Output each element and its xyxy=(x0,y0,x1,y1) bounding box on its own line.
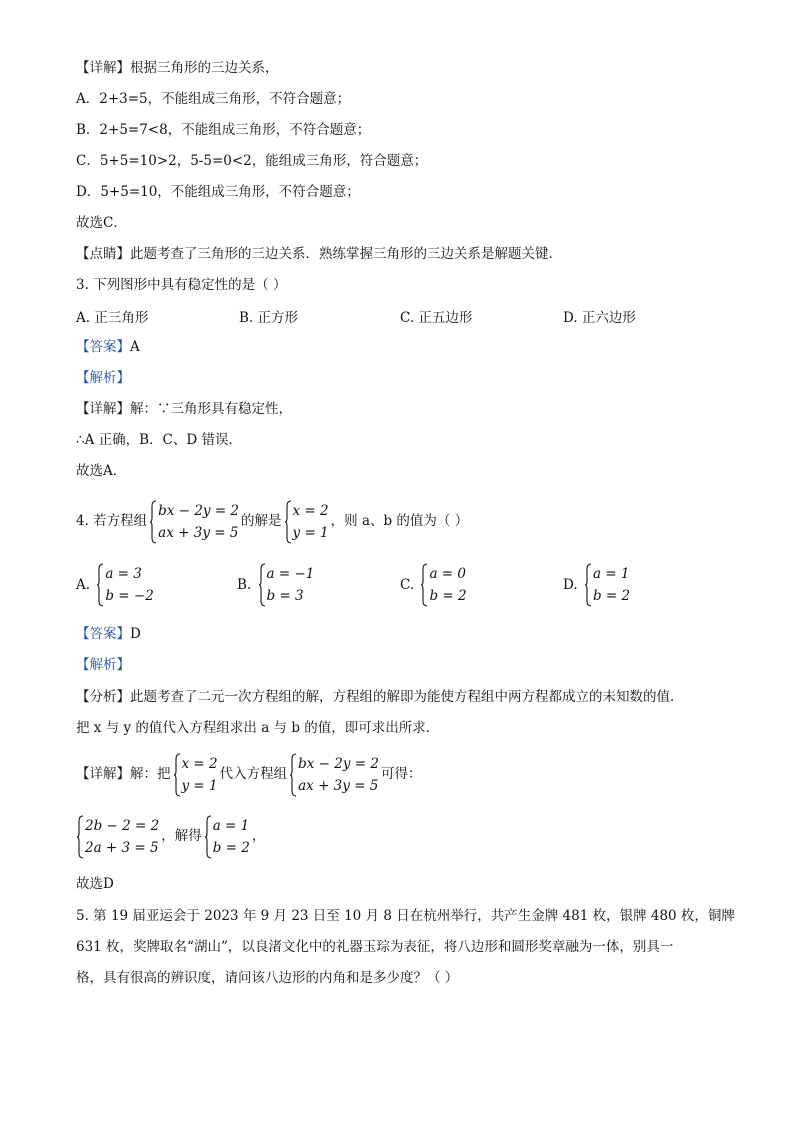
q2-option-d-analysis: D．5+5=10，不能组成三角形，不符合题意； xyxy=(76,184,360,200)
q4-option-c xyxy=(400,563,469,607)
left-brace-icon xyxy=(173,753,181,797)
option-row: b = 2 xyxy=(429,588,467,604)
q3-detail-2: ∴A 正确，B．C、D 错误． xyxy=(76,432,242,448)
option-row: a = 0 xyxy=(429,566,466,582)
option-row: a = −1 xyxy=(266,566,315,582)
option-label: C. xyxy=(400,577,415,593)
q4-stem-solution xyxy=(284,500,329,544)
q4-stem xyxy=(76,496,468,546)
q4-stem-mid: 的解是 xyxy=(241,513,282,529)
q5-line-3: 格，具有很高的辨识度，请问该八边形的内角和是多少度？（ ） xyxy=(76,970,459,986)
option-system xyxy=(96,563,153,607)
answer-label: 【答案】 xyxy=(76,626,130,642)
q3-option-c: C. 正五边形 xyxy=(400,310,473,326)
row: 2a + 3 = 5 xyxy=(85,839,159,856)
q2-option-b-analysis: B．2+5=7<8，不能组成三角形，不符合题意； xyxy=(76,122,371,138)
row: x = 2 xyxy=(181,755,218,772)
left-brace-icon xyxy=(96,563,104,607)
q4-option-a xyxy=(76,563,156,607)
q4-detail-solution xyxy=(173,753,218,797)
option-system xyxy=(584,563,630,607)
q5-line-2: 631 枚，奖牌取名“湖山”，以良渚文化中的礼器玉琮为表征，将八边形和圆形奖章融为一体，别具一 xyxy=(76,939,674,955)
q4-system-row-2: ax + 3y = 5 xyxy=(158,524,239,541)
q3-answer xyxy=(76,337,140,357)
left-brace-icon xyxy=(149,500,157,544)
q4-option-d xyxy=(563,563,632,607)
option-row: b = 2 xyxy=(592,588,631,604)
left-brace-icon xyxy=(258,563,266,607)
answer-value: D xyxy=(130,626,141,642)
option-label: A. xyxy=(76,577,91,593)
left-brace-icon xyxy=(284,500,292,544)
q4-stem-system xyxy=(149,500,239,544)
left-brace-icon xyxy=(204,815,212,859)
q3-choice: 故选A． xyxy=(76,463,127,479)
option-system xyxy=(258,563,315,607)
q2-detail-heading: 【详解】根据三角形的三边关系， xyxy=(76,60,279,76)
q3-analysis-label: 【解析】 xyxy=(76,370,130,386)
q2-choice: 故选C． xyxy=(76,215,127,231)
q4-detail-mid: 代入方程组 xyxy=(219,766,288,782)
option-row: b = −2 xyxy=(105,588,154,604)
q3-option-a: A. 正三角形 xyxy=(76,310,149,326)
row: y = 1 xyxy=(181,777,218,794)
q4-equation-mid: ，解得 xyxy=(161,828,202,844)
row: b = 2 xyxy=(212,839,250,856)
q4-equation-suffix: ， xyxy=(251,828,266,844)
q4-detail-system xyxy=(289,753,379,797)
q3-detail-1: 【详解】解：∵三角形具有稳定性， xyxy=(76,401,292,417)
q4-analysis-2: 把 x 与 y 的值代入方程组求出 a 与 b 的值，即可求出所求． xyxy=(76,720,440,736)
q4-option-b xyxy=(237,563,316,607)
q2-option-c-analysis: C．5+5=10>2，5-5=0<2，能组成三角形，符合题意； xyxy=(76,153,428,169)
left-brace-icon xyxy=(76,815,84,859)
q4-solution-row-1: x = 2 xyxy=(292,502,329,519)
q4-equation-system xyxy=(76,815,159,859)
option-row: b = 3 xyxy=(266,588,304,604)
q2-option-a-analysis: A．2+3=5，不能组成三角形，不符合题意； xyxy=(76,91,351,107)
q4-detail xyxy=(76,749,421,799)
option-label: B. xyxy=(237,577,252,593)
answer-label: 【答案】 xyxy=(76,339,130,355)
row: bx − 2y = 2 xyxy=(298,755,379,772)
q3-stem: 3. 下列图形中具有稳定性的是（ ） xyxy=(76,277,287,293)
q4-equation-solution xyxy=(204,815,250,859)
left-brace-icon xyxy=(584,563,592,607)
q4-choice: 故选D xyxy=(76,876,114,892)
q4-detail-suffix: 可得： xyxy=(380,766,422,782)
q4-system-row-1: bx − 2y = 2 xyxy=(158,502,240,519)
q3-option-b: B. 正方形 xyxy=(239,310,299,326)
q3-option-d: D. 正六边形 xyxy=(563,310,636,326)
option-row: a = 1 xyxy=(592,566,630,582)
left-brace-icon xyxy=(420,563,428,607)
q4-detail-prefix: 【详解】解：把 xyxy=(76,766,171,782)
row: ax + 3y = 5 xyxy=(298,777,379,794)
q4-solution-row-2: y = 1 xyxy=(292,524,329,541)
option-label: D. xyxy=(563,577,578,593)
option-system xyxy=(420,563,466,607)
q5-line-1: 5. 第 19 届亚运会于 2023 年 9 月 23 日至 10 月 8 日在杭州举行，共产生金牌 481 枚，银牌 480 枚，铜牌 xyxy=(76,908,735,924)
row: 2b − 2 = 2 xyxy=(85,817,160,834)
q4-stem-suffix: ，则 a、b 的值为（ ） xyxy=(330,513,469,529)
q4-answer xyxy=(76,624,141,644)
q4-analysis-label: 【解析】 xyxy=(76,657,130,673)
answer-value: A xyxy=(130,339,140,355)
q4-stem-prefix: 4. 若方程组 xyxy=(76,513,148,529)
q4-analysis: 【分析】此题考查了二元一次方程组的解，方程组的解即为能使方程组中两方程都成立的未知数的值． xyxy=(76,689,684,705)
left-brace-icon xyxy=(289,753,297,797)
option-row: a = 3 xyxy=(105,566,142,582)
q2-comment: 【点睛】此题考查了三角形的三边关系．熟练掌握三角形的三边关系是解题关键． xyxy=(76,246,562,262)
q4-equation xyxy=(76,811,265,861)
row: a = 1 xyxy=(212,817,250,834)
